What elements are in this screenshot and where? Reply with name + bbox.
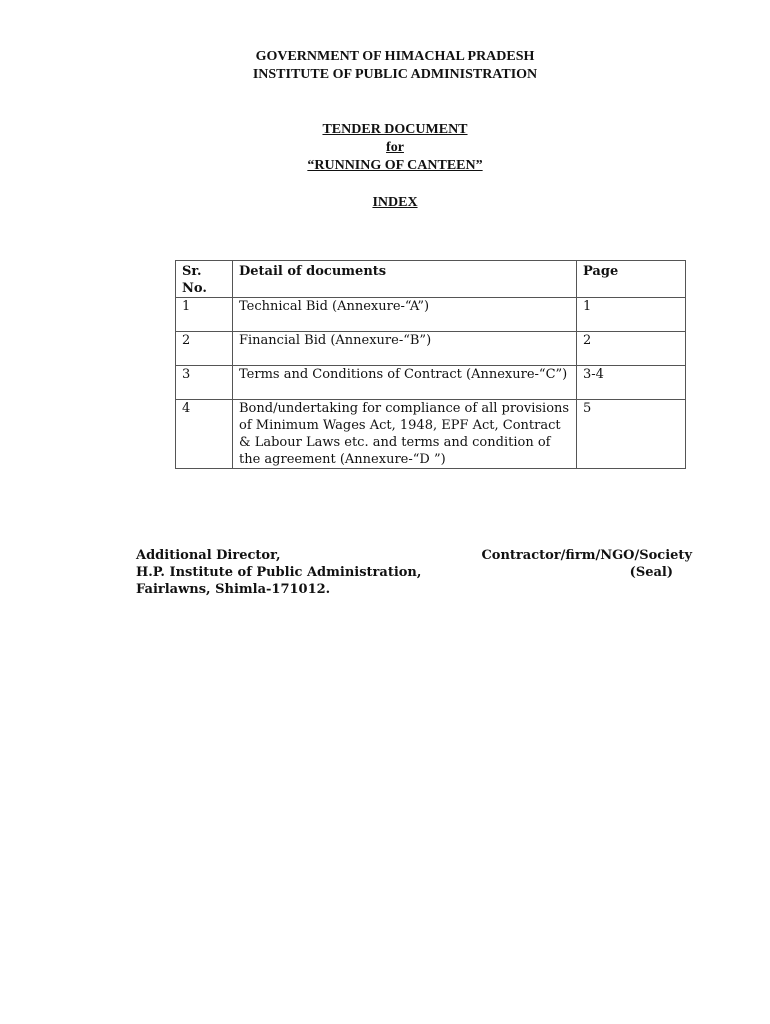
table-header-row xyxy=(176,261,686,298)
row-sr-no: 2 xyxy=(176,332,233,366)
row-detail: Bond/undertaking for compliance of all provisions of Minimum Wages Act, 1948, EPF Act, Contract & Labour Laws etc. and terms and condition of the agreement (Annexure-“D ”) xyxy=(233,400,577,469)
table-row xyxy=(176,400,686,469)
table-row xyxy=(176,366,686,400)
table-row xyxy=(176,332,686,366)
header-page: Page xyxy=(577,261,686,298)
signature-left-line2: H.P. Institute of Public Administration, xyxy=(136,565,422,580)
signature-left-line1: Additional Director, xyxy=(136,548,281,563)
table-row xyxy=(176,298,686,332)
row-page: 3-4 xyxy=(577,366,686,400)
row-sr-no: 4 xyxy=(176,400,233,469)
signature-right-line1: Contractor/firm/NGO/Society xyxy=(481,548,692,563)
row-page: 2 xyxy=(577,332,686,366)
row-page: 1 xyxy=(577,298,686,332)
title-for: for xyxy=(386,140,404,155)
row-page: 5 xyxy=(577,400,686,469)
row-sr-no: 3 xyxy=(176,366,233,400)
row-detail: Financial Bid (Annexure-“B”) xyxy=(233,332,577,366)
header-detail-of-documents: Detail of documents xyxy=(233,261,577,298)
row-detail: Terms and Conditions of Contract (Annexure-“C”) xyxy=(233,366,577,400)
signature-right-seal: (Seal) xyxy=(629,565,673,580)
tender-document-title: TENDER DOCUMENT xyxy=(322,122,468,137)
header-sr-no: Sr. No. xyxy=(176,261,233,298)
institute-heading: INSTITUTE OF PUBLIC ADMINISTRATION xyxy=(252,67,538,82)
government-heading: GOVERNMENT OF HIMACHAL PRADESH xyxy=(255,49,535,64)
index-heading: INDEX xyxy=(372,195,418,210)
row-sr-no: 1 xyxy=(176,298,233,332)
signature-left-line3: Fairlawns, Shimla-171012. xyxy=(136,582,331,597)
running-of-canteen-title: “RUNNING OF CANTEEN” xyxy=(307,158,483,173)
row-detail: Technical Bid (Annexure-“A”) xyxy=(233,298,577,332)
index-table xyxy=(175,260,686,469)
